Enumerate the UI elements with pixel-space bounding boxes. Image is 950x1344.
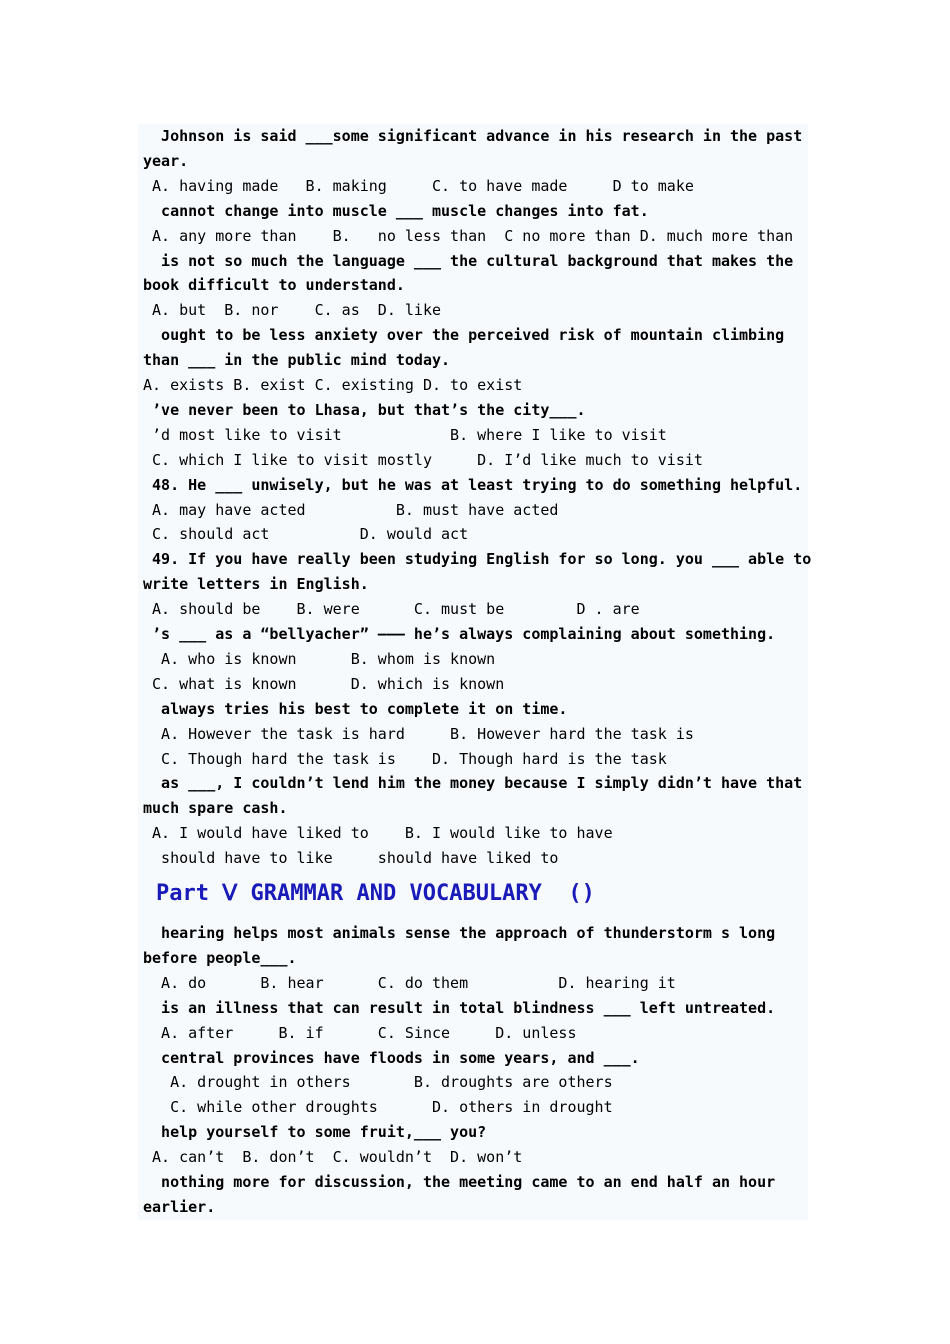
question-line: as ___, I couldn’t lend him the money because I simply didn’t have that [143,774,803,793]
question-line: central provinces have floods in some years, and ___. [143,1048,640,1067]
question-line: earlier. [143,1197,216,1216]
question-line: year. [143,151,189,170]
question-line: ’s ___ as a “bellyacher” ——— he’s always complaining about something. [143,625,776,643]
option-line: A. do B. hear C. do them D. hearing it [143,973,676,992]
option-line: A. who is known B. whom is known [143,649,496,668]
question-line: book difficult to understand. [143,276,405,295]
option-line: A. can’t B. don’t C. wouldn’t D. won’t [143,1148,523,1167]
question-line: ’ve never been to Lhasa, but that’s the city___. [143,400,586,419]
option-line: A. after B. if C. Since D. unless [143,1023,577,1042]
question-line: 49. If you have really been studying English for so long. you ___ able to [143,550,812,569]
option-line: C. should act D. would act [143,525,469,544]
question-line: 48. He ___ unwisely, but he was at least trying to do something helpful. [143,475,803,494]
question-line: nothing more for discussion, the meeting came to an end half an hour [143,1173,776,1191]
option-line: A. having made B. making C. to have made D to make [143,176,694,195]
option-line: ’d most like to visit B. where I like to visit [143,425,667,444]
option-line: A. However the task is hard B. However hard the task is [143,724,694,743]
option-line: C. while other droughts D. others in drought [143,1098,613,1117]
question-line: much spare cash. [143,799,288,818]
question-line: help yourself to some fruit,___ you? [143,1123,487,1142]
option-line: A. drought in others B. droughts are others [143,1073,613,1092]
option-line: A. should be B. were C. must be D . are [143,600,640,619]
question-line: is not so much the language ___ the cultural background that makes the [143,251,794,270]
question-line: than ___ in the public mind today. [143,351,451,370]
document-page [138,124,812,1220]
question-line: Johnson is said ___some significant advance in his research in the past [143,127,803,145]
question-line: before people___. [143,948,297,967]
section-heading: Part Ⅴ GRAMMAR AND VOCABULARY () [156,881,595,906]
question-line: is an illness that can result in total blindness ___ left untreated. [143,998,776,1017]
option-line: A. I would have liked to B. I would like to have [143,824,613,843]
question-line: always tries his best to complete it on time. [143,699,568,718]
question-line: cannot change into muscle ___ muscle changes into fat. [143,201,649,220]
question-line: ought to be less anxiety over the perceived risk of mountain climbing [143,326,785,345]
option-line: C. Though hard the task is D. Though hard is the task [143,749,667,768]
option-line: should have to like should have liked to [143,849,559,868]
option-line: A. any more than B. no less than C no more than D. much more than [143,226,794,245]
question-line: write letters in English. [143,575,369,594]
option-line: C. what is known D. which is known [143,674,505,693]
option-line: A. but B. nor C. as D. like [143,301,442,320]
option-line: A. exists B. exist C. existing D. to exist [143,376,523,394]
option-line: C. which I like to visit mostly D. I’d like much to visit [143,450,703,469]
question-line: hearing helps most animals sense the approach of thunderstorm s long [143,924,776,942]
option-line: A. may have acted B. must have acted [143,500,559,519]
